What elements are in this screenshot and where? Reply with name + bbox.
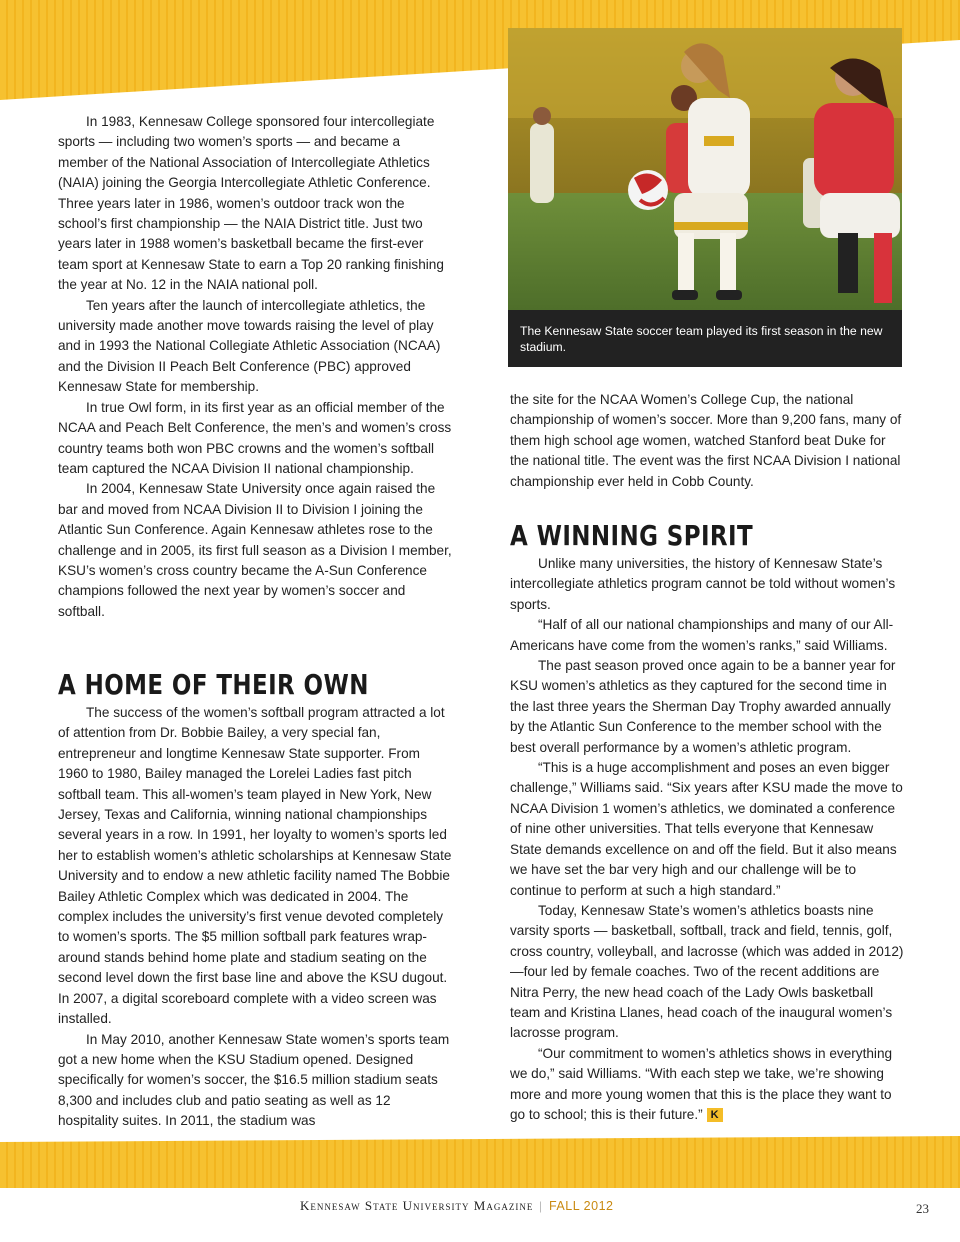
footer-masthead bbox=[300, 1198, 613, 1214]
issue-season: FALL 2012 bbox=[548, 1199, 614, 1213]
body-paragraph: “Half of all our national championships and many of our All-Americans have come from the women’s ranks,” said Williams. bbox=[510, 617, 894, 653]
body-paragraph: In 1983, Kennesaw College sponsored four intercollegiate sports — including two women’s sports — and became a member of the National Association of Intercollegiate Athletics (NAIA) joining the Georgia Intercollegiate Athletic Conference. Three years later in 1986, women’s outdoor track won the school’s first championship — the NAIA District title. Just two years later in 1988 women’s basketball became the first-ever team sport at Kennesaw State to earn a Top 20 ranking finishing the year at No. 12 in the NAIA national poll. bbox=[58, 114, 444, 293]
body-paragraph: The success of the women’s softball program attracted a lot of attention from Dr. Bobbie Bailey, a very special fan, entrepreneur and longtime Kennesaw State supporter. From 1960 to 1980, Bailey managed the Lorelei Ladies fast pitch softball team. This all-women’s team played in New York, New Jersey, Texas and California, winning national championships several years in a row. In 1991, her loyalty to women’s sports led her to establish women’s athletic scholarships at Kennesaw State University and to endow a new athletic facility named The Bobbie Bailey Athletic Complex which was dedicated in 2004. The complex includes the university’s first venue devoted completely to women’s sports. The $5 million softball park features wrap-around stands behind home plate and stadium seating on the second level down the first base line and above the KSU dugout. In 2007, a digital scoreboard complete with a video screen was installed. bbox=[58, 705, 452, 1027]
body-paragraph: Ten years after the launch of intercollegiate athletics, the university made another move towards raising the level of play and in 1993 the National Collegiate Athletic Association (NCAA) and the Division II Peach Belt Conference (PBC) approved Kennesaw State for membership. bbox=[58, 297, 441, 395]
spirit-section bbox=[510, 554, 904, 1125]
left-column bbox=[58, 112, 452, 622]
photo-caption: The Kennesaw State soccer team played its first season in the new stadium. bbox=[508, 310, 902, 367]
end-mark-k: K bbox=[707, 1108, 723, 1122]
body-paragraph: In May 2010, another Kennesaw State women’s sports team got a new home when the KSU Stadium opened. Designed specifically for women’s soccer, the $16.5 million stadium seats 8,300 and includes club and patio seating as well as 12 hospitality suites. In 2011, the stadium was bbox=[58, 1031, 450, 1129]
section-heading-spirit: A WINNING SPIRIT bbox=[510, 519, 754, 552]
body-paragraph: Unlike many universities, the history of Kennesaw State’s intercollegiate athletics program cannot be told without women’s sports. bbox=[510, 556, 896, 612]
right-column-continued bbox=[510, 390, 904, 492]
home-section bbox=[58, 703, 452, 1132]
soccer-photo bbox=[508, 28, 902, 310]
body-paragraph: In 2004, Kennesaw State University once again raised the bar and moved from NCAA Division II to Division I joining the Atlantic Sun Conference. Again Kennesaw athletes rose to the challenge and in 2005, its first full season as a Division I member, KSU’s women’s cross country became the A-Sun Conference champions followed the next year by women’s soccer and softball. bbox=[58, 481, 452, 619]
section-heading-home: A HOME OF THEIR OWN bbox=[58, 668, 369, 701]
bottom-gold-band bbox=[0, 1136, 960, 1188]
body-paragraph: Today, Kennesaw State’s women’s athletics boasts nine varsity sports — basketball, softball, track and field, tennis, golf, cross country, volleyball, and lacrosse (which was added in 2012) —four led by female coaches. Two of the recent additions are Nitra Perry, the new head coach of the Lady Owls basketball team and Kristina Llanes, head coach of the inaugural women’s lacrosse program. bbox=[510, 902, 904, 1041]
page-number: 23 bbox=[916, 1201, 929, 1216]
body-paragraph bbox=[510, 1044, 904, 1126]
soccer-photo-illustration bbox=[508, 28, 902, 310]
closing-quote: “Our commitment to women’s athletics shows in everything we do,” said Williams. “With each step we take, we’re showing more and more young women that this is the place they want to go to school; this is their future.” bbox=[510, 1045, 893, 1122]
body-paragraph: The past season proved once again to be a banner year for KSU women’s athletics as they captured for the second time in the last three years the Sherman Day Trophy awarded annually by the Atlantic Sun Conference to the member school with the best overall performance by a women’s athletic program. bbox=[510, 658, 896, 755]
magazine-title: Kennesaw State University Magazine bbox=[300, 1198, 534, 1213]
body-paragraph: the site for the NCAA Women’s College Cup, the national championship of women’s soccer. More than 9,200 fans, many of them high school age women, watched Stanford beat Duke for the national title. The event was the first NCAA Division I national championship ever held in Cobb County. bbox=[510, 392, 902, 489]
body-paragraph: In true Owl form, in its first year as an official member of the NCAA and Peach Belt Conference, the men’s and women’s cross country teams both won PBC crowns and the women’s softball team captured the NCAA Division II national championship. bbox=[58, 399, 452, 476]
body-paragraph: “This is a huge accomplishment and poses an even bigger challenge,” Williams said. “Six years after KSU made the move to NCAA Division 1 women’s athletics, we dominated a conference of nine other universities. That tells everyone that Kennesaw State demands excellence on and off the field. But it also means we have set the bar very high and our challenge will be to continue to perform at such a high standard.” bbox=[510, 760, 903, 898]
footer-separator: | bbox=[539, 1198, 543, 1213]
